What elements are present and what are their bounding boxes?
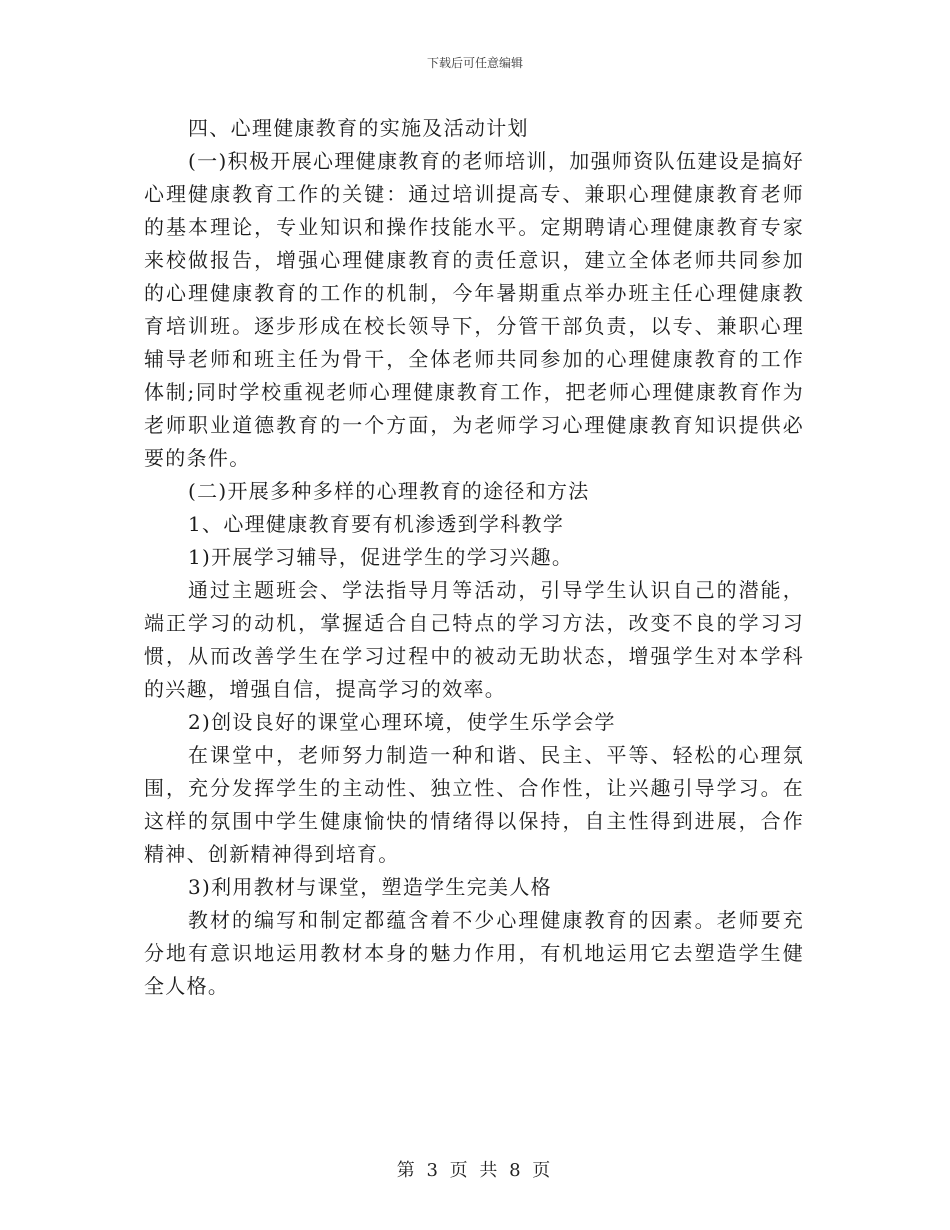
document-body: [144, 112, 804, 1003]
paragraph-study-guidance: 通过主题班会、学法指导月等活动，引导学生认识自己的潜能，端正学习的动机，掌握适合自己特点的学习方法，改变不良的学习习惯，从而改善学生在学习过程中的被动无助状态，增强学生对本学科的兴趣，增强自信，提高学习的效率。: [144, 578, 804, 701]
subsection-heading-methods: (二)开展多种多样的心理教育的途径和方法: [188, 479, 590, 503]
paragraph-textbook-personality: 教材的编写和制定都蕴含着不少心理健康教育的因素。老师要充分地有意识地运用教材本身的魅力作用，有机地运用它去塑造学生健全人格。: [144, 908, 804, 998]
header-note: 下载后可任意编辑: [426, 56, 523, 70]
item-heading-1-3: 3)利用教材与课堂，塑造学生完美人格: [188, 875, 552, 899]
item-heading-1-1: 1)开展学习辅导，促进学生的学习兴趣。: [188, 545, 574, 569]
item-heading-1: 1、心理健康教育要有机渗透到学科教学: [188, 512, 565, 536]
item-heading-1-2: 2)创设良好的课堂心理环境，使学生乐学会学: [188, 710, 616, 734]
paragraph-teacher-training: (一)积极开展心理健康教育的老师培训，加强师资队伍建设是搞好心理健康教育工作的关键：通过培训提高专、兼职心理健康教育老师的基本理论，专业知识和操作技能水平。定期聘请心理健康教育专家来校做报告，增强心理健康教育的责任意识，建立全体老师共同参加的心理健康教育的工作的机制，今年暑期重点举办班主任心理健康教育培训班。逐步形成在校长领导下，分管干部负责，以专、兼职心理辅导老师和班主任为骨干，全体老师共同参加的心理健康教育的工作体制;同时学校重视老师心理健康教育工作，把老师心理健康教育作为老师职业道德教育的一个方面，为老师学习心理健康教育知识提供必要的条件。: [144, 149, 804, 470]
section-heading: 四、心理健康教育的实施及活动计划: [188, 116, 529, 140]
page-number: 第 3 页 共 8 页: [396, 1160, 554, 1181]
paragraph-classroom-environment: 在课堂中，老师努力制造一种和谐、民主、平等、轻松的心理氛围，充分发挥学生的主动性、独立性、合作性，让兴趣引导学习。在这样的氛围中学生健康愉快的情绪得以保持，自主性得到进展，合作精神、创新精神得到培育。: [144, 743, 804, 866]
